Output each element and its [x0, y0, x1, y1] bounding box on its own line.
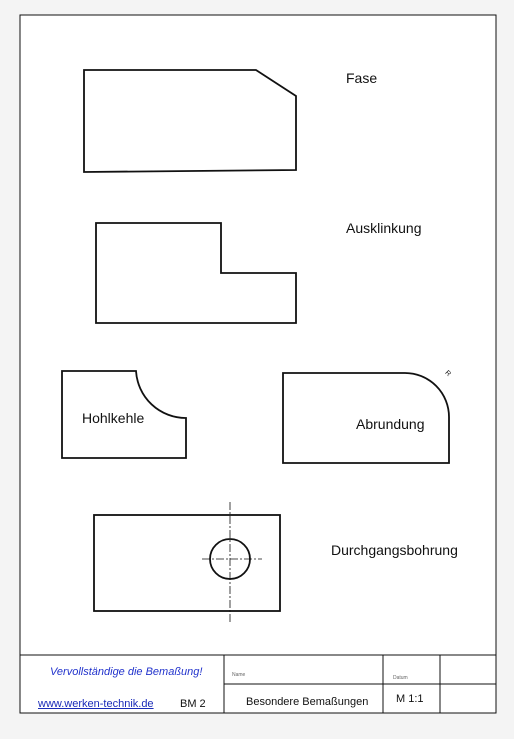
name-caption: Name — [232, 672, 246, 678]
website-link[interactable]: www.werken-technik.de — [38, 698, 154, 710]
task-instruction: Vervollständige die Bemaßung! — [50, 666, 203, 678]
label-durchgangsbohrung: Durchgangsbohrung — [331, 542, 458, 558]
radius-tick-text: R — [443, 369, 452, 378]
date-caption: Datum — [393, 675, 408, 681]
label-fase: Fase — [346, 70, 378, 86]
label-ausklinkung: Ausklinkung — [346, 220, 422, 236]
label-hohlkehle: Hohlkehle — [82, 410, 145, 426]
drawing-title: Besondere Bemaßungen — [246, 696, 369, 708]
sheet-code: BM 2 — [180, 698, 206, 710]
label-abrundung: Abrundung — [356, 416, 425, 432]
scale: M 1:1 — [396, 693, 424, 705]
sheet-border — [20, 15, 496, 713]
